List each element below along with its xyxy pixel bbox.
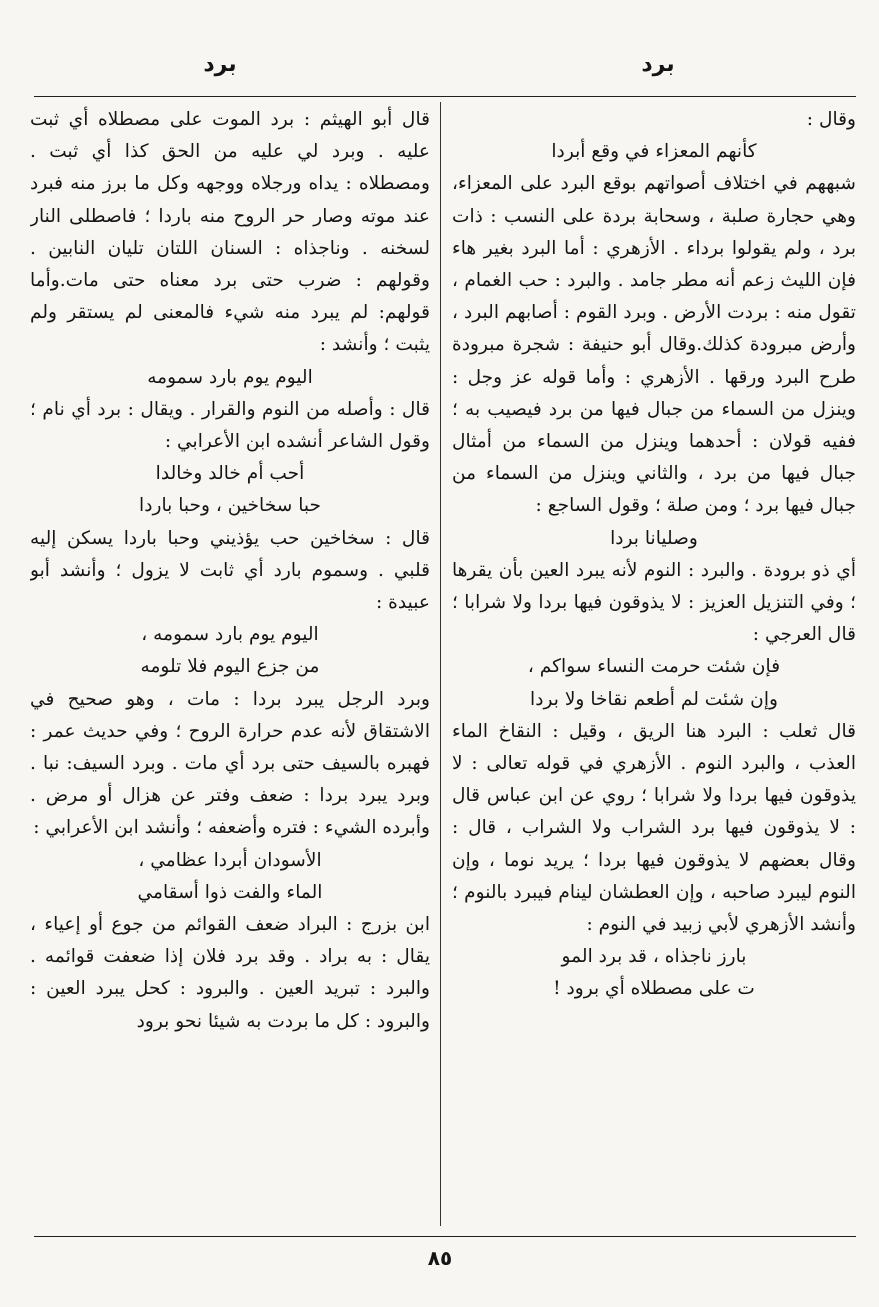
verse-line: ت على مصطلاه أي برود ! (553, 978, 755, 1000)
paragraph: وبرد الرجل يبرد بردا : مات ، وهو صحيح في الاشتقاق لأنه عدم حرارة الروح ؛ وفي حديث عمر : فهبره بالسيف حتى برد أي مات . وبرد السيف: نبا . وبرد يبرد بردا : ضعف وفتر عن هزال أو مرض . وأبرده الشيء : فتره وأضعفه ؛ وأنشد ابن الأعرابي : (30, 688, 430, 839)
paragraph: قال أبو الهيثم : برد الموت على مصطلاه أي ثبت عليه . وبرد لي عليه من الحق كذا أي ثبت . ومصطلاه : يداه ورجلاه ووجهه وكل ما برز منه فبرد عند موته وصار حر الروح منه باردا ؛ فاصطلى النار لسخنه . وناجذاه : السنان اللتان تليان النابين . وقولهم : ضرب حتى برد معناه حتى مات.وأما قولهم: لم يبرد منه شيء فالمعنى لم يستقر ولم يثبت ؛ وأنشد : (30, 109, 430, 356)
header-rule (34, 96, 856, 97)
verse-line: أحب أم خالد وخالدا (155, 463, 305, 485)
page-number: ٨٥ (427, 1246, 453, 1270)
verse-line: فإن شئت حرمت النساء سواكم ، (527, 656, 781, 678)
right-column (452, 104, 856, 1230)
verse-line: بارز ناجذاه ، قد برد المو (561, 946, 747, 968)
verse-line: اليوم يوم بارد سمومه ، (141, 624, 319, 646)
footer-rule (34, 1236, 856, 1237)
paragraph: قال ثعلب : البرد هنا الريق ، وقيل : النقاخ الماء العذب ، والبرد النوم . الأزهري في قوله تعالى : لا يذوقون فيها بردا ولا شرابا ؛ روي عن ابن عباس قال : لا يذوقون فيها برد الشراب ولا الشراب ، قال : وقال بعضهم لا يذوقون فيها بردا ؛ يريد نوما ، وإن النوم ليبرد صاحبه ، وإن العطشان لينام فيبرد بالنوم ؛ وأنشد الأزهري لأبي زبيد في النوم : (452, 720, 856, 936)
paragraph: شبههم في اختلاف أصواتهم بوقع البرد على المعزاء، وهي حجارة صلبة ، وسحابة بردة على النسب : ذات برد ، ولم يقولوا برداء . الأزهري : أما البرد بغير هاء فإن الليث زعم أنه مطر جامد . والبرد : حب الغمام ، تقول منه : بردت الأرض . وبرد القوم : أصابهم البرد ، وأرض مبرودة كذلك.وقال أبو حنيفة : شجرة مبرودة طرح البرد ورقها . الأزهري : وأما قوله عز وجل : وينزل من السماء من جبال فيها من برد فيصيب به ؛ ففيه قولان : أحدهما وينزل من السماء من أمثال جبال فيها من برد ، والثاني وينزل من السماء من جبال فيها برد ؛ ومن صلة ؛ وقول الساجع : (452, 173, 856, 517)
verse-line: وصليانا بردا (610, 527, 698, 549)
verse-line: الماء والفت ذوا أسقامي (137, 881, 323, 903)
verse-line: الأسودان أبردا عظامي ، (138, 849, 322, 871)
verse-line: وإن شئت لم أطعم نقاخا ولا بردا (530, 688, 778, 710)
paragraph: وقال : (806, 109, 856, 130)
column-divider (440, 102, 441, 1226)
running-head-right: برد (641, 52, 675, 77)
paragraph: قال : سخاخين حب يؤذيني وحبا باردا يسكن إليه قلبي . وسموم بارد أي ثابت لا يزول ؛ وأنشد أبو عبيدة : (30, 527, 430, 614)
paragraph: أي ذو برودة . والبرد : النوم لأنه يبرد العين بأن يقرها ؛ وفي التنزيل العزيز : لا يذوقون فيها بردا ولا شرابا ؛ قال العرجي : (452, 559, 856, 646)
verse-line: حبا سخاخين ، وحبا باردا (139, 495, 321, 517)
verse-line: كأنهم المعزاء في وقع أبردا (551, 141, 757, 163)
verse-line: من جزع اليوم فلا تلومه (140, 656, 320, 678)
left-column (30, 104, 430, 1230)
paragraph: قال : وأصله من النوم والقرار . ويقال : برد أي نام ؛ وقول الشاعر أنشده ابن الأعرابي : (30, 398, 430, 453)
paragraph: ابن بزرج : البراد ضعف القوائم من جوع أو إعياء ، يقال : به براد . وقد برد فلان إذا ضعفت قوائمه . والبرد : تبريد العين . والبرود : كحل يبرد العين : والبرود : كل ما بردت به شيئا نحو برود (30, 914, 430, 1032)
running-head-left: برد (203, 52, 237, 77)
verse-line: اليوم يوم بارد سمومه (147, 366, 313, 388)
